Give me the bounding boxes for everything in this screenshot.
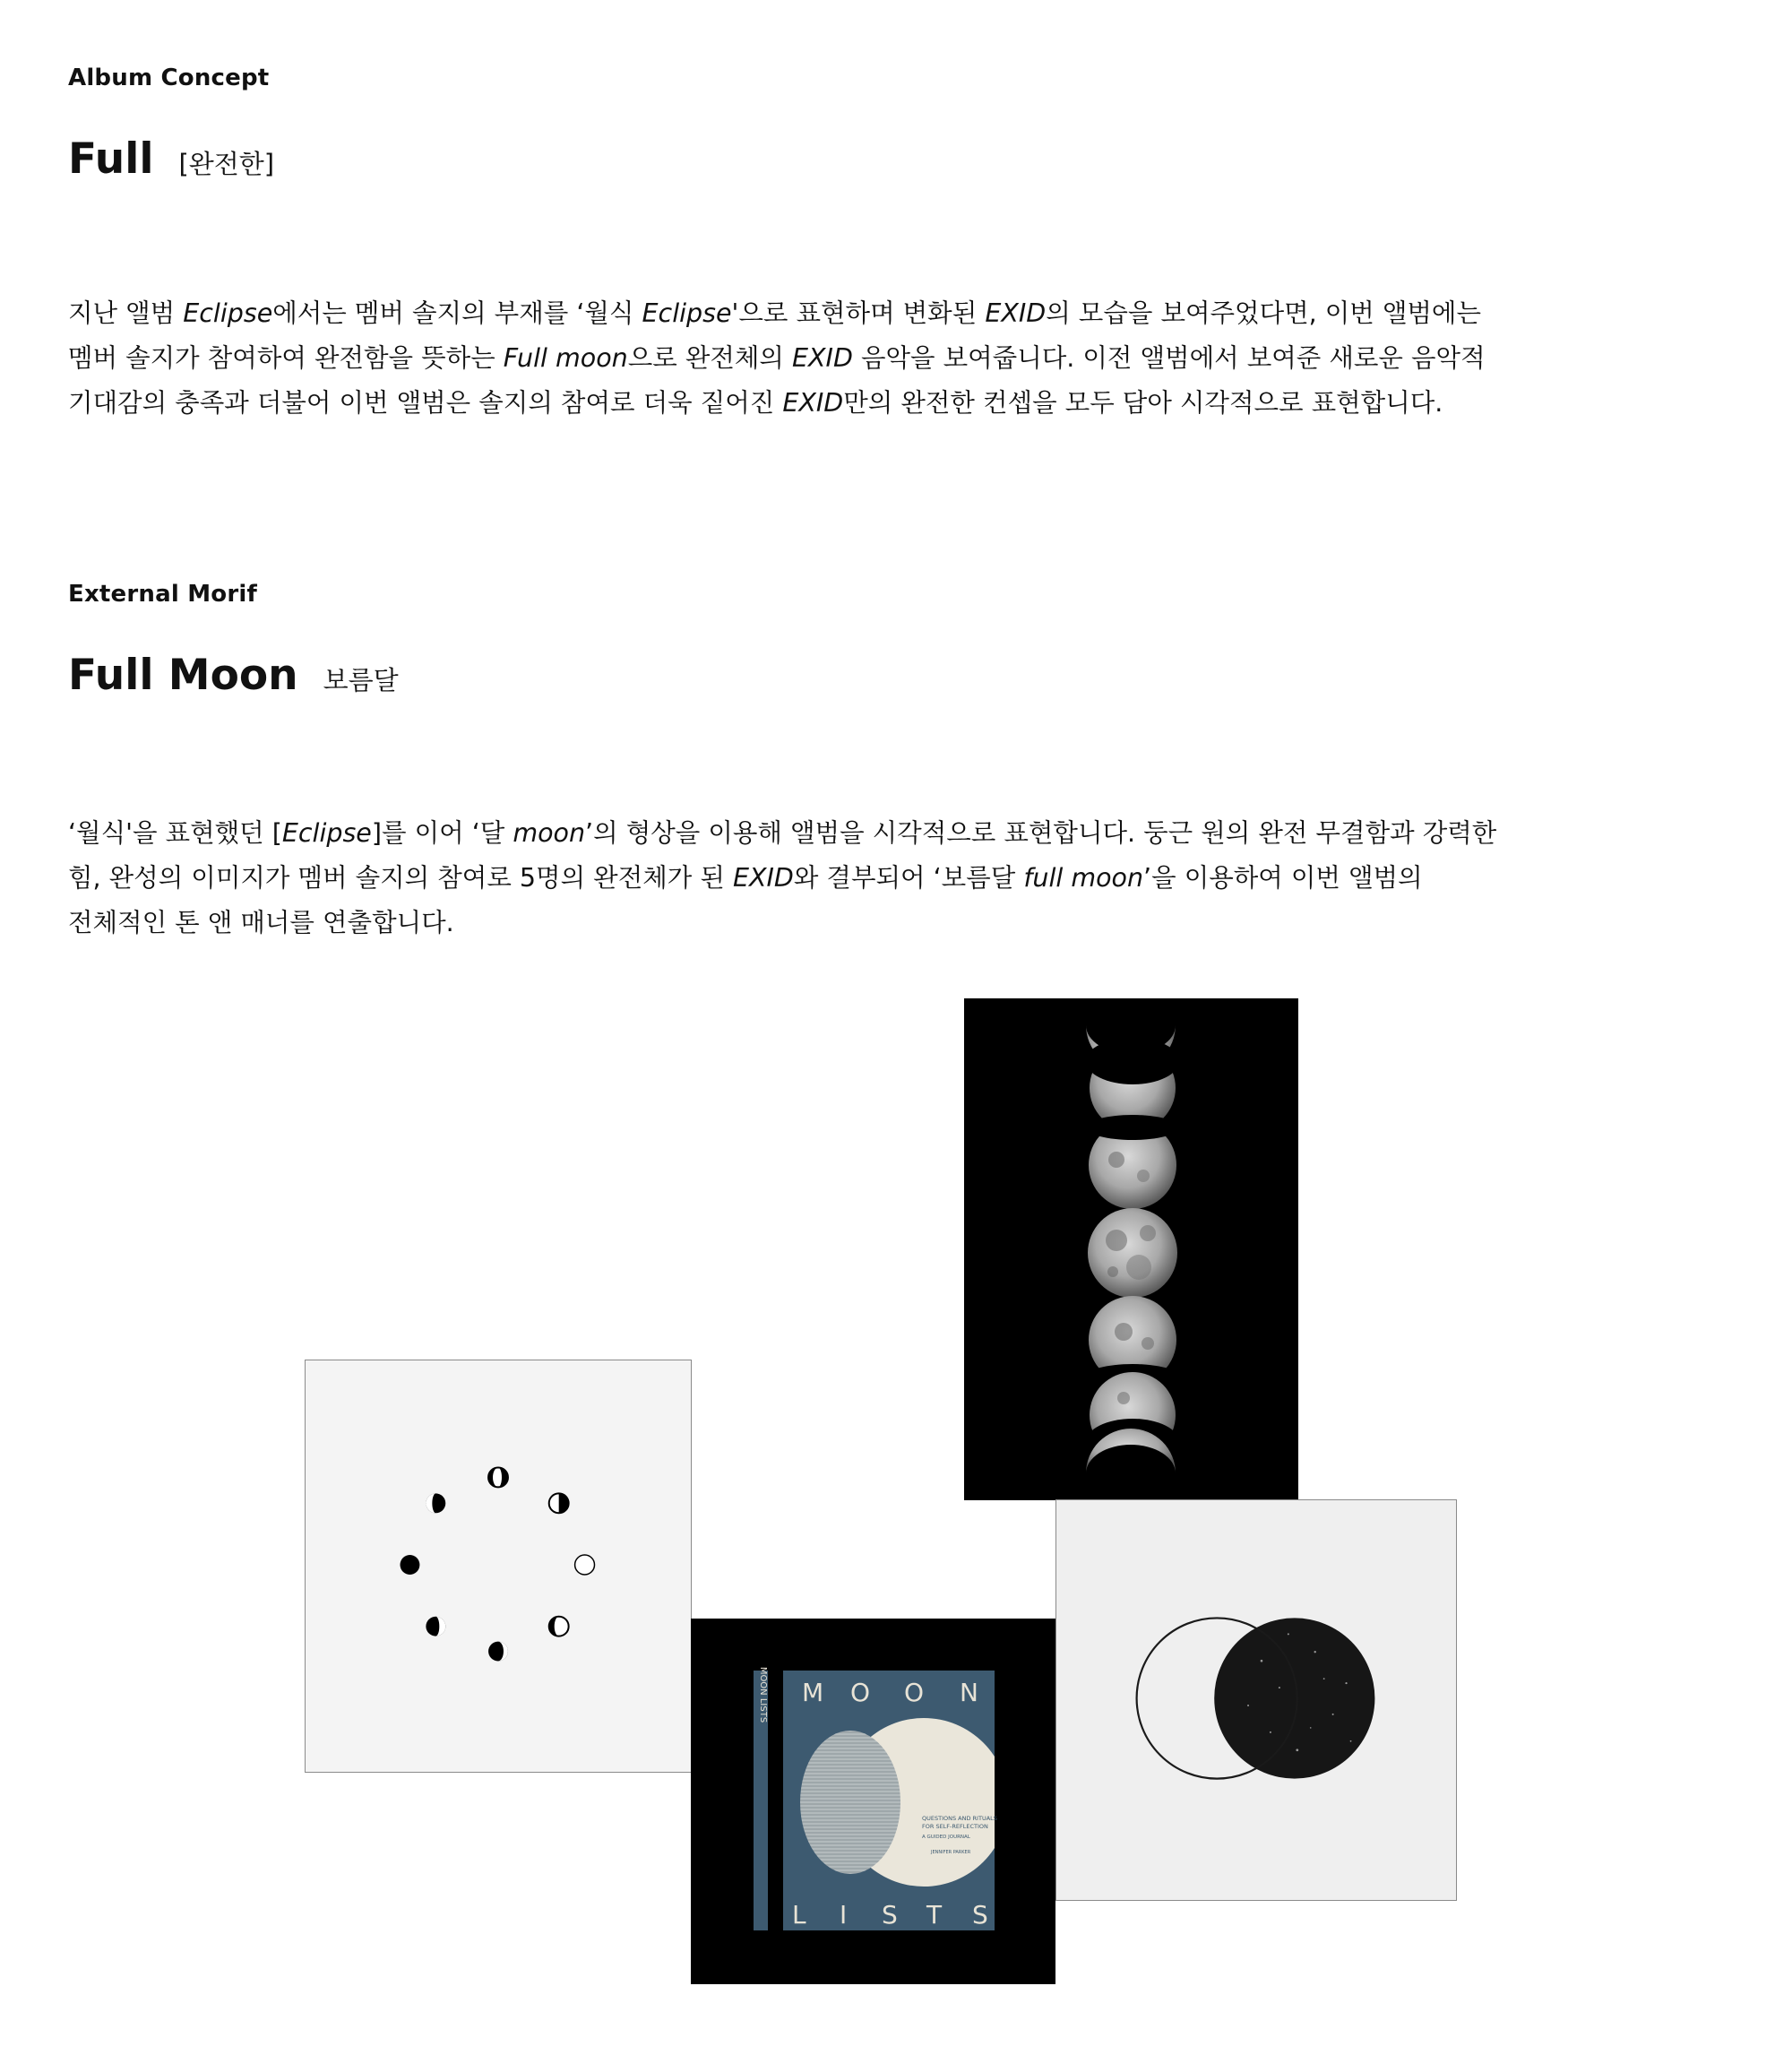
album-concept-paragraph	[68, 291, 1502, 426]
italic-term: EXID	[985, 298, 1047, 328]
moon-phase-full-icon	[401, 1555, 420, 1575]
moon-full-icon	[1088, 1208, 1177, 1298]
moon-hatched-icon	[800, 1731, 900, 1874]
book-spine-text: MOON LISTS	[758, 1666, 768, 1723]
moon-phase-first-quarter-icon	[549, 1493, 569, 1513]
moon-cycle-illustration	[305, 1360, 692, 1773]
section-label-album-concept: Album Concept	[68, 65, 270, 91]
paragraph-line	[68, 901, 1502, 945]
text-segment: 힘, 완성의 이미지가 멤버 솔지의 참여로 5명의 완전체가 된	[68, 863, 733, 893]
moon-phase-crescent-icon	[549, 1617, 569, 1636]
moon-phase-waning-icon	[426, 1617, 445, 1636]
dark-moon-icon	[1214, 1618, 1374, 1778]
text-segment: 음악을 보여줍니다. 이전 앨범에서 보여준 새로운 음악적	[852, 343, 1486, 373]
text-segment: 만의 완전한 컨셉을 모두 담아 시각적으로 표현합니다.	[843, 388, 1443, 418]
book-title-letter: L	[792, 1900, 806, 1930]
book-title-letter: N	[960, 1678, 978, 1707]
italic-term: EXID	[732, 863, 794, 893]
section-title: Full	[68, 134, 154, 184]
text-segment: 에서는 멤버 솔지의 부재를 ‘월식	[272, 298, 642, 328]
text-segment: 전체적인 톤 앤 매너를 연출합니다.	[68, 908, 454, 937]
moon-phase-top-icon	[488, 1468, 508, 1488]
text-segment: 기대감의 충족과 더불어 이번 앨범은 솔지의 참여로 더욱 짙어진	[68, 388, 783, 418]
full-moon-paragraph	[68, 811, 1502, 945]
book-title-letter: S	[882, 1900, 898, 1930]
section-subtitle: [완전한]	[178, 149, 275, 179]
book-blurb: QUESTIONS AND RITUALS	[922, 1815, 997, 1822]
text-segment: ’의 형상을 이용해 앨범을 시각적으로 표현합니다. 둥근 원의 완전 무결함과 강력한	[585, 818, 1497, 848]
text-segment: 의 모습을 보여주었다면, 이번 앨범에는	[1046, 298, 1481, 328]
italic-term: Eclipse	[281, 818, 372, 848]
italic-term: EXID	[782, 388, 844, 418]
italic-term: Eclipse	[183, 298, 273, 328]
book-title-letter: S	[972, 1900, 988, 1930]
paragraph-line	[68, 291, 1502, 336]
moon-phase-new-icon	[575, 1555, 595, 1575]
moon-phase-bottom-icon	[488, 1642, 508, 1662]
italic-term: moon	[513, 818, 586, 848]
text-segment: ’을 이용하여 이번 앨범의	[1143, 863, 1423, 893]
italic-term: full moon	[1023, 863, 1144, 893]
book-title-letter: T	[926, 1900, 943, 1930]
moon-phases-photo	[964, 998, 1298, 1500]
text-segment: ‘월식'을 표현했던 [	[68, 818, 282, 848]
moon-lists-book-photo	[691, 1619, 1055, 1984]
book-title-letter: O	[850, 1678, 871, 1707]
italic-term: Eclipse	[642, 298, 732, 328]
book-blurb: A GUIDED JOURNAL	[922, 1835, 970, 1840]
moon-phase-gibbous-icon	[426, 1493, 445, 1513]
section-subtitle: 보름달	[323, 665, 399, 695]
overlapping-moons-illustration	[1055, 1499, 1457, 1901]
paragraph-line	[68, 336, 1502, 381]
book-blurb: FOR SELF-REFLECTION	[922, 1823, 988, 1830]
section-label-external-motif: External Morif	[68, 581, 258, 608]
section-heading-full	[68, 134, 274, 184]
text-segment: 멤버 솔지가 참여하여 완전함을 뜻하는	[68, 343, 504, 373]
text-segment: 와 결부되어 ‘보름달	[793, 863, 1024, 893]
section-title: Full Moon	[68, 651, 298, 700]
moon-gibbous-icon	[1086, 1115, 1179, 1209]
book-title-letter: M	[802, 1678, 824, 1707]
italic-term: Full moon	[503, 343, 628, 373]
text-segment: 으로 완전체의	[627, 343, 793, 373]
italic-term: EXID	[792, 343, 853, 373]
paragraph-line	[68, 856, 1502, 901]
text-segment: '으로 표현하며 변화된	[731, 298, 986, 328]
book-title-letter: O	[904, 1678, 925, 1707]
section-heading-full-moon	[68, 651, 399, 700]
paragraph-line	[68, 811, 1502, 856]
book-title-letter: I	[840, 1900, 848, 1930]
paragraph-line	[68, 381, 1502, 426]
text-segment: 지난 앨범	[68, 298, 184, 328]
book-author: JENNIFER PARKER	[931, 1850, 971, 1855]
text-segment: ]를 이어 ‘달	[371, 818, 513, 848]
